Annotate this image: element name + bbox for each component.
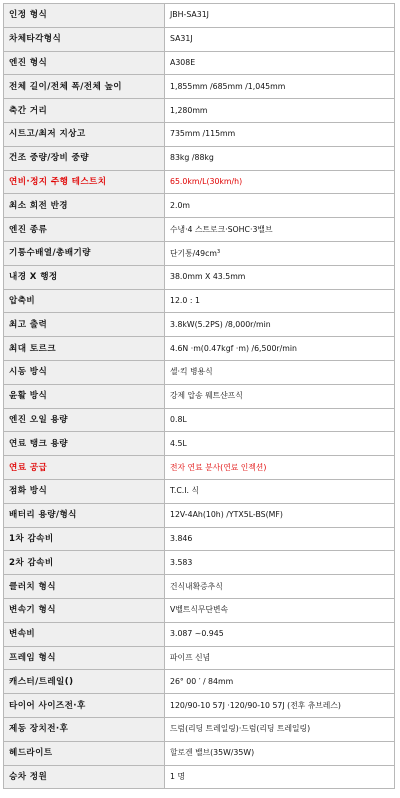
spec-row [4,479,395,503]
spec-label: 시트고/최저 지상고 [4,122,165,146]
spec-value: 단기통/49cm [170,249,218,259]
spec-value: 38.0mm X 43.5mm [170,272,246,282]
spec-value-cell [165,479,395,503]
spec-value-cell [165,384,395,408]
spec-value: 83kg /88kg [170,153,214,163]
spec-row [4,75,395,99]
spec-row [4,456,395,480]
spec-label: 승차 정원 [4,765,165,789]
spec-value: JBH-SA31J [170,10,209,20]
spec-value-cell [165,313,395,337]
spec-value: 전자 연료 분사(연료 인젝션) [170,462,267,472]
spec-table-body [4,4,395,789]
spec-label: 변속기 형식 [4,598,165,622]
spec-label: 변속비 [4,622,165,646]
spec-row [4,170,395,194]
spec-value: T.C.I. 식 [170,486,200,496]
spec-row [4,265,395,289]
spec-label: 타이어 사이즈전·후 [4,694,165,718]
spec-value-cell [165,717,395,741]
spec-row [4,218,395,242]
spec-value-cell [165,146,395,170]
spec-label: 1차 감속비 [4,527,165,551]
spec-label: 압축비 [4,289,165,313]
spec-row [4,289,395,313]
spec-table [3,3,395,789]
spec-label: 엔진 종류 [4,218,165,242]
spec-row [4,503,395,527]
spec-value: 4.6N ·m(0.47kgf ·m) /6,500r/min [170,343,297,353]
spec-row [4,408,395,432]
spec-row [4,670,395,694]
spec-row [4,360,395,384]
spec-label: 최고 출력 [4,313,165,337]
spec-value: 건식내확증추식 [170,581,223,591]
spec-value: 할로겐 밸브(35W/35W) [170,748,255,758]
spec-value: 1,855mm /685mm /1,045mm [170,81,286,91]
spec-value: 26° 00 ′ / 84mm [170,676,234,686]
spec-row [4,313,395,337]
spec-label: 클러치 형식 [4,575,165,599]
spec-value-superscript: 3 [217,249,221,256]
spec-value: 파이프 신념 [170,652,211,662]
spec-row [4,146,395,170]
spec-value: 3.846 [170,533,193,543]
spec-value: 3.583 [170,557,193,567]
spec-row [4,194,395,218]
spec-row [4,622,395,646]
spec-label: 점화 방식 [4,479,165,503]
spec-label: 내경 X 행정 [4,265,165,289]
spec-value: 65.0km/L(30km/h) [170,176,243,186]
spec-value-cell [165,408,395,432]
spec-value: 1,280mm [170,105,208,115]
spec-value-cell [165,765,395,789]
spec-value-cell [165,218,395,242]
spec-value: 2.0m [170,200,190,210]
spec-value-cell [165,122,395,146]
spec-value-cell [165,670,395,694]
spec-value: 4.5L [170,438,187,448]
spec-row [4,27,395,51]
spec-row [4,598,395,622]
spec-value-cell [165,75,395,99]
spec-row [4,646,395,670]
spec-label: 최소 회전 반경 [4,194,165,218]
spec-row [4,575,395,599]
spec-value-cell [165,575,395,599]
spec-label: 윤활 방식 [4,384,165,408]
spec-value-cell [165,741,395,765]
spec-value: 수냉·4 스트로크·SOHC·3밸브 [170,224,273,234]
spec-label: 헤드라이트 [4,741,165,765]
spec-value-cell [165,456,395,480]
spec-value: V벨트식무단변속 [170,605,229,615]
spec-value: 강제 압송 웨트샨프식 [170,391,243,401]
spec-value-cell [165,551,395,575]
spec-value: 12.0 : 1 [170,295,200,305]
spec-value-cell [165,646,395,670]
spec-label: 제동 장치전·후 [4,717,165,741]
spec-label: 프레임 형식 [4,646,165,670]
spec-row [4,765,395,789]
spec-value-cell [165,527,395,551]
spec-value: 12V-4Ah(10h) /YTX5L-BS(MF) [170,510,283,520]
spec-row [4,741,395,765]
spec-value-cell [165,360,395,384]
spec-label: 연료 공급 [4,456,165,480]
spec-label: 배터리 용량/형식 [4,503,165,527]
spec-value-cell [165,99,395,123]
spec-row [4,337,395,361]
spec-label: 기통수배열/총배기량 [4,241,165,265]
spec-label: 최대 토르크 [4,337,165,361]
spec-row [4,694,395,718]
spec-value: A308E [170,57,196,67]
spec-value-cell [165,503,395,527]
spec-value: 셀·킥 병용식 [170,367,213,377]
spec-row [4,4,395,28]
spec-value-cell [165,337,395,361]
spec-label: 엔진 형식 [4,51,165,75]
spec-value-cell [165,170,395,194]
spec-label: 시동 방식 [4,360,165,384]
spec-label: 축간 거리 [4,99,165,123]
spec-label: 건조 중량/장비 중량 [4,146,165,170]
spec-row [4,51,395,75]
spec-value: 120/90-10 57J ·120/90-10 57J (전후 츄브레스) [170,700,341,710]
spec-value: 3.087 ~0.945 [170,629,224,639]
spec-value: 735mm /115mm [170,129,236,139]
spec-value-cell [165,51,395,75]
spec-row [4,99,395,123]
spec-value-cell [165,694,395,718]
spec-label: 연료 탱크 용량 [4,432,165,456]
spec-value: 드럼(리딩 트레일링)·드럼(리딩 트레일링) [170,724,311,734]
spec-value-cell [165,241,395,265]
spec-label: 연비·정지 주행 테스트치 [4,170,165,194]
spec-row [4,122,395,146]
spec-value-cell [165,27,395,51]
spec-value-cell [165,4,395,28]
spec-label: 엔진 오일 용량 [4,408,165,432]
spec-value: 1 명 [170,771,185,781]
spec-value-cell [165,598,395,622]
spec-row [4,551,395,575]
spec-value-cell [165,622,395,646]
spec-label: 차체타각형식 [4,27,165,51]
spec-value-cell [165,265,395,289]
spec-value: SA31J [170,34,193,44]
spec-row [4,432,395,456]
spec-row [4,384,395,408]
spec-value-cell [165,289,395,313]
spec-label: 2차 감속비 [4,551,165,575]
spec-value: 0.8L [170,414,187,424]
spec-value-cell [165,432,395,456]
spec-row [4,717,395,741]
spec-value: 3.8kW(5.2PS) /8,000r/min [170,319,271,329]
spec-label: 캐스터/트레일() [4,670,165,694]
spec-row [4,241,395,265]
spec-label: 전체 길이/전체 폭/전체 높이 [4,75,165,99]
spec-label: 인정 형식 [4,4,165,28]
spec-row [4,527,395,551]
spec-value-cell [165,194,395,218]
